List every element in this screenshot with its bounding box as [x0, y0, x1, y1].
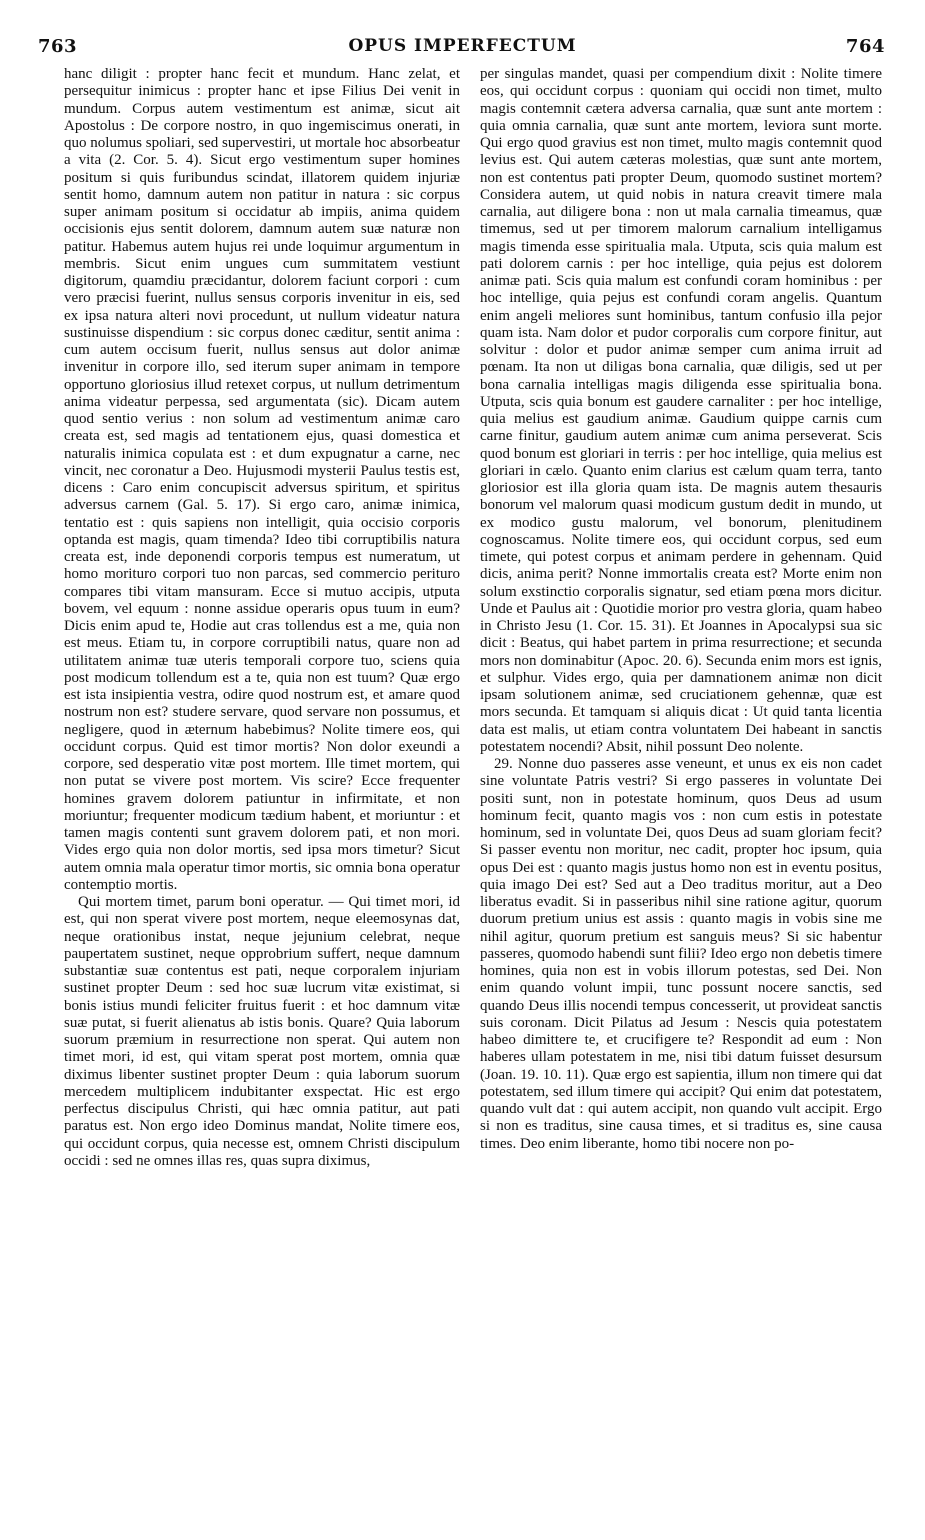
left-paragraph-2: Qui mortem timet, parum boni operatur. — Qui timet mori, id est, qui non sperat vivere post mortem, neque eleemosynas dat, neque orationibus instat, neque jejunium celebrat, neque paupertatem sustinet, neque opprobrium suffert, neque damnum substantiæ suæ contentus est pati, neque corporalem injuriam sustinet propter Deum : sed hoc suæ lucrum vitæ existimat, si bonis istius mundi feliciter fruitus fuerit : et hoc damnum vitæ suæ putat, si fuerit alienatus ab istis bonis. Quare? Quia laborum suorum præmium in resurrectione non sperat. Qui autem non timet mori, id est, qui vitam sperat post mortem, omnia quæ diximus libenter sustinet propter Deum : quia laborum suorum mercedem multiplicem indubitanter exspectat. Hic est ergo perfectus discipulus Christi, qui hæc omnia patitur, aut pati paratus est. Non ergo ideo Dominus mandat, Nolite timere eos, qui occidunt corpus, quia necesse est, omnem Christi discipulum occidi : sed ne omnes illas res, quas supra diximus,	[64, 894, 460, 1169]
page-number-right: 764	[845, 36, 885, 57]
running-title: OPUS IMPERFECTUM	[348, 36, 577, 56]
right-paragraph-1: per singulas mandet, quasi per compendium dixit : Nolite timere eos, qui occidunt corpus : quoniam qui occidi non timet, multo magis contemnit cætera adversa carnalia, quæ sunt ante mortem : quia omnia carnalia, quæ sunt ante mortem, leviora sunt morte. Qui ergo quod gravius est non timet, multo magis contemnit quod levius est. Qui autem cæteras molestias, quæ sunt ante mortem, non est contentus pati propter Deum, quomodo sustinet mortem? Considera autem, ut quid nobis in natura creavit timere mala carnalia, aut diligere bona : non ut mala carnalia timeamus, quæ timemus, sed ut per timorem malorum carnalium intelligamus magis timenda esse spiritualia mala. Utputa, scis quia malum est pati dolorem carnis : per hoc intellige, quia pejus est dolorem animæ pati. Scis quia malum est confundi coram hominibus : per hoc intellige, quia pejus est confundi coram angelis. Quantum enim angeli meliores sunt hominibus, tantum confusio illa pejor quam ista. Nam dolor et pudor corporalis cum corpore finitur, aut solvitur : dolor et pudor animæ semper cum anima irruit ad pœnam. Ita non ut diligas bona carnalia, quæ diligis, sed ut per bona carnalia intelligas magis diligenda esse spiritualia bona. Utputa, scis quia bonum est gaudere carnaliter : per hoc intellige, quia melius est gaudium animæ. Gaudium quippe carnis cum carne finitur, gaudium autem animæ cum anima perseverat. Scis quod bonum est gloriari in terris : per hoc intellige, quia melius est gloriari in cælo. Quanto enim clarius est cælum quam terra, tanto gloriosior est illa gloria quam ista. De magnis autem thesauris bonorum vel malorum quasi modicum gustum dedit in mundo, ut ex modico gustu malorum, vel bonorum, plenitudinem cognoscamus. Nolite timere eos, qui occidunt corpus, sed eum timete, qui potest corpus et animam perdere in gehennam. Quid dicis, anima perit? Nonne immortalis creata est? Morte enim non solum exstinctio corporalis signatur, sed etiam pœna mors dicitur. Unde et Paulus ait : Quotidie morior pro vestra gloria, quam habeo in Christo Jesu (1. Cor. 15. 31). Et Joannes in Apocalypsi sua sic dicit : Beatus, qui habet partem in prima resurrectione; et secunda mors non dominabitur (Apoc. 20. 6). Secunda enim mors est ignis, et sulphur. Vides ergo, quia per damnationem animæ non dicit ipsam solutionem animæ, sed cruciationem gehennæ, quæ est mors secunda. Et tamquam si aliquis dicat : Ut quid tanta licentia data est malis, ut etiam contra voluntatem Dei habeant in sanctis potestatem nocendi? Absit, nihil possunt Deo nolente.	[480, 66, 882, 755]
left-paragraph-1: hanc diligit : propter hanc fecit et mundum. Hanc zelat, et persequitur inimicus : propter hanc et ipse Filius Dei venit in mundum. Corpus autem vestimentum est animæ, sicut ait Apostolus : De corpore nostro, in quo ingemiscimus onerati, in quo nolumus spoliari, sed supervestiri, ut mortale hoc absorbeatur a vita (2. Cor. 5. 4). Sicut ergo vestimentum super homines positum si quis furibundus scindat, illatorem quidem injuriæ sentit homo, damnum autem non patitur in natura : sic corpus super animam positum si occidatur ab impiis, anima quidem occisionis ejus sentit dolorem, damnum autem suæ naturæ non patitur. Habemus autem hujus rei unde loquimur argumentum in membris. Sicut enim ungues cum summitatem vestiunt digitorum, quamdiu præcidantur, dolorem faciunt corpori : cum vero præcisi fuerint, nullus sensus corporis invenitur in eis, sed ex ipsa natura alteri novi procedunt, ut nullum videatur natura sustinuisse dispendium : sic corpus donec cæditur, sentit anima : cum autem occisum fuerit, nullus sensus aut dolor animæ invenitur in corpore illo, sed iterum super animam in tempore opportuno gloriosius illud retexet corpus, ut nullum detrimentum anima videatur perpessa, sed argumentata (sic). Dicam autem quod sentio verius : non solum ad vestimentum animæ caro creata est, sed magis ad tentationem ejus, quasi domestica et naturalis inimica copulata est : et dum expugnatur a carne, nec vincit, nec coronatur a Deo. Hujusmodi mysterii Paulus testis est, dicens : Caro enim concupiscit adversus spiritum, et spiritus adversus carnem (Gal. 5. 17). Si ergo caro, animæ inimica, tentatio est : quis sapiens non intelligit, quia occisio corporis optanda est magis, quam timenda? Ideo tibi corruptibilis natura creata est, inde deponendi corporis tempus est numeratum, ut homo moriturо corpori tuo non parcas, sed commercio perituro compares tibi vitam mansuram. Ecce si mutuo accipis, utputa bovem, vel equum : nonne assidue operaris opus tuum in eum? Dicis enim apud te, Hodie aut cras tollendus est a me, quia non est meus. Etiam tu, in corpore corruptibili natus, quare non ad utilitatem animæ tuæ uteris temporali corpore tuo, sciens quia post modicum tollendum est a te, quia non est tuum? Quæ ergo est ista insipientia vestra, odire quod nostrum est, et amare quod nostrum non est? studere servare, quod servare non possumus, et negligere, quod in æternum habebimus? Nolite timere eos, qui occidunt corpus. Quid est timor mortis? Non dolor exeundi a corpore, sed desperatio vitæ post mortem. Ille timet mortem, qui non putat se vivere post mortem. Vis scire? Ecce frequenter homines gravem dolorem patiuntur in infirmitate, et non moriuntur; frequenter modicum tædium habent, et moriuntur : et tamen magis contenti sunt gravem dolorem pati, et non mori. Vides ergo quia non dolor mortis, sed ipsa mors timetur? Sicut autem omnia mala operatur timor mortis, sic omnia bona operatur contemptio mortis.	[64, 66, 460, 893]
right-column	[480, 66, 882, 1526]
page-number-left: 763	[38, 36, 78, 57]
right-paragraph-2: 29. Nonne duo passeres asse veneunt, et unus ex eis non cadet sine voluntate Patris vestri? Si ergo passeres in voluntate Dei positi sunt, non in potestate hominum, quos Deus ad usum hominum fecit, quanto magis vos : non cum estis in potestate hominum, sed in voluntate Dei, quos Deus ad suam gloriam fecit? Si passer eventu non moritur, nec cadit, propter hoc ipsum, quia opus Dei est : quanto magis justus homo non est in eventu positus, quia imago Dei est? Sed aut a Deo traditus moritur, aut a Deo liberatus evadit. Si in passeribus nihil sine ratione agitur, quorum duorum pretium unius est assis : quanto magis in vobis sine me nihil agitur, quorum pretium est sanguis meus? Si sic habentur passeres, quomodo habendi sunt filii? Ideo ergo non debetis timere homines, quia non est in vobis illorum potestas, sed Dei. Non enim quando volunt impii, tunc possunt nocere sanctis, sed quando Deus illis nocendi tempus concesserit, ut provideat sanctis suis coronam. Dicit Pilatus ad Jesum : Nescis quia potestatem habeo dimittere te, et crucifigere te? Respondit ad eum : Non haberes ullam potestatem in me, nisi tibi datum fuisset desursum (Joan. 19. 10. 11). Quæ ergo est sapientia, illum non timere qui dat potestatem, sed illum timere qui accipit? Qui enim dat potestatem, quando vult dat : qui autem accipit, non quando vult accipit. Ergo si non es traditus, sine causa times, et si traditus es, sine causa times. Deo enim liberante, homo tibi nocere non po-	[480, 756, 882, 1152]
left-column	[64, 66, 460, 1526]
